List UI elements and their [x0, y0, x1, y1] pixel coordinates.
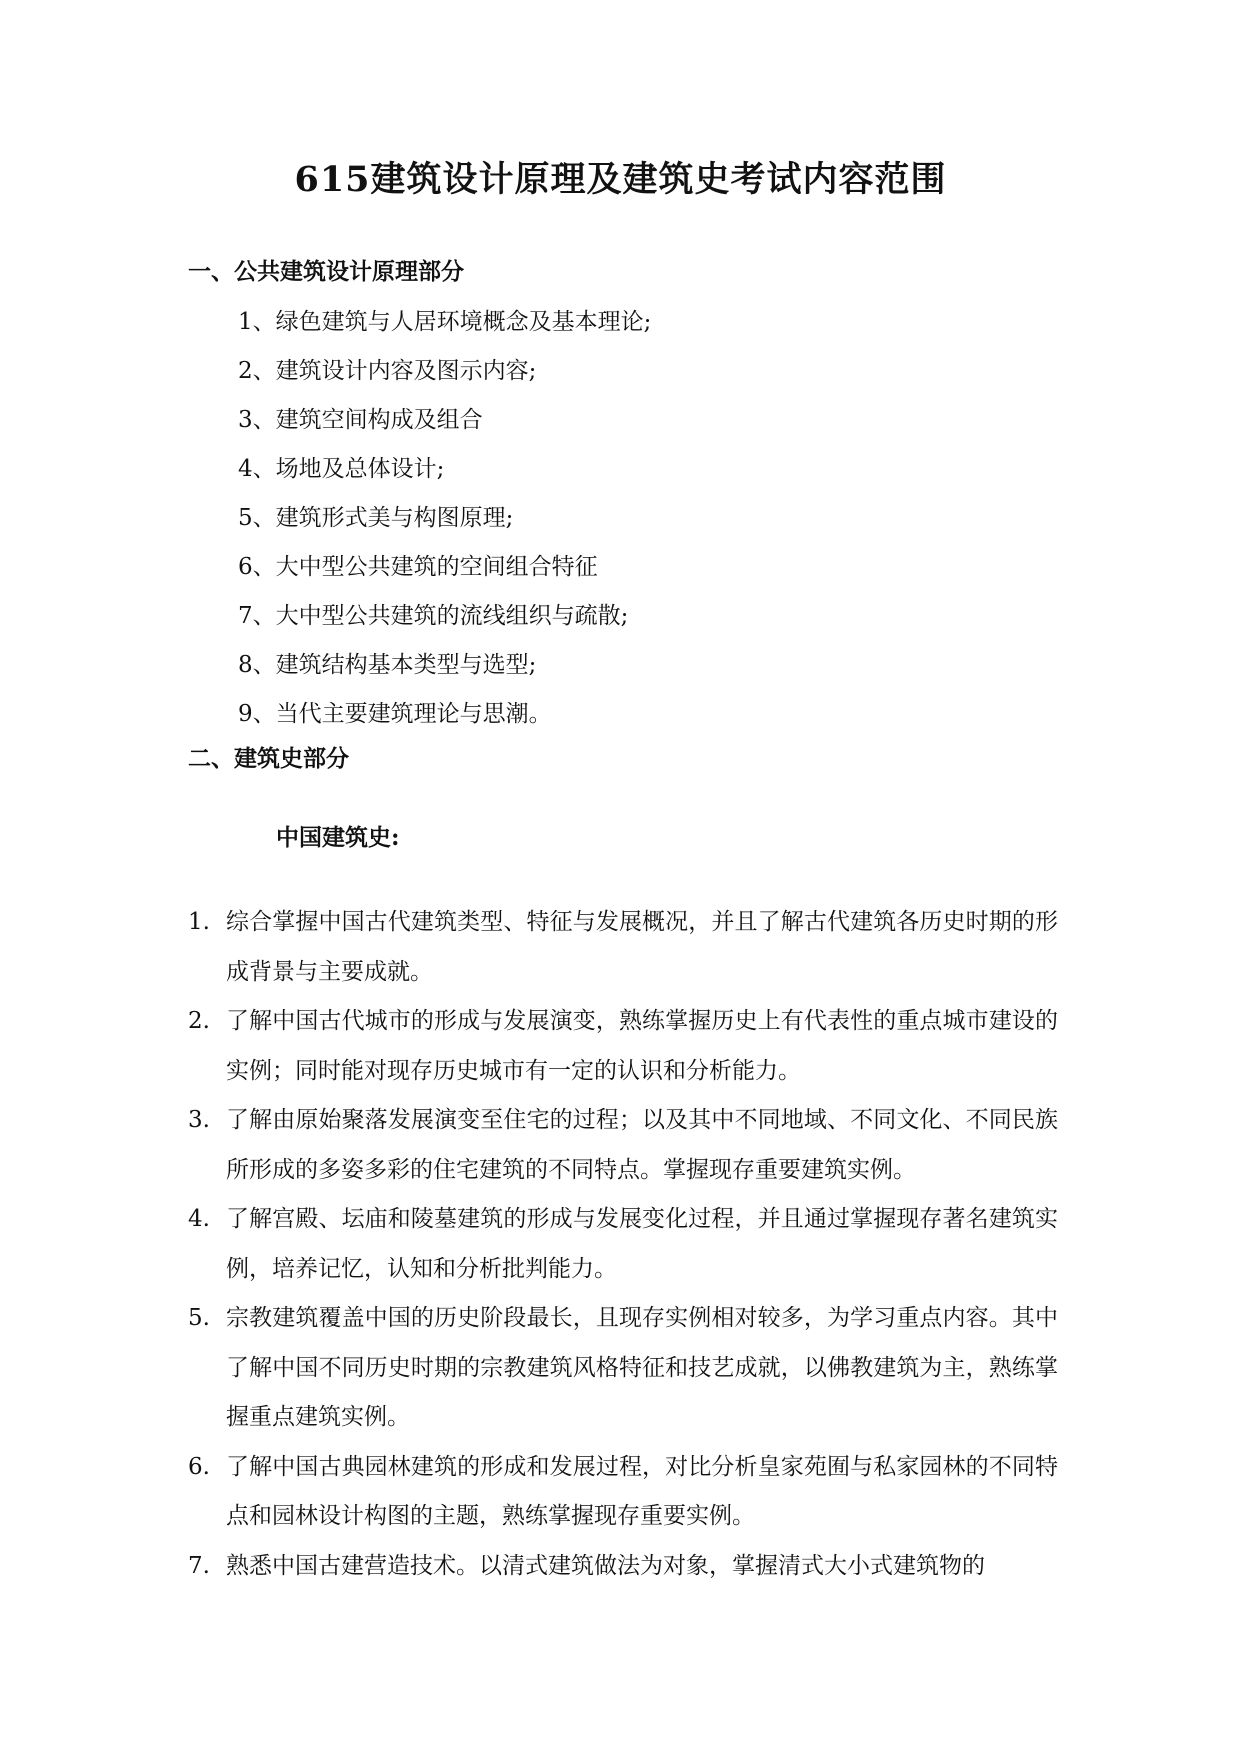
item-number: 5. — [188, 1305, 210, 1331]
item-number: 6. — [188, 1453, 210, 1480]
list-item: 8、建筑结构基本类型与选型; — [238, 652, 537, 678]
chinese-architecture-history-list — [188, 898, 1058, 1591]
item-text: 了解中国古代城市的形成与发展演变，熟练掌握历史上有代表性的重点城市建设的实例；同时能对现存历史城市有一定的认识和分析能力。 — [226, 1008, 1058, 1084]
design-principles-list — [238, 306, 651, 747]
item-number: 3. — [188, 1107, 210, 1133]
item-number: 2. — [188, 1008, 210, 1034]
list-item: 4、场地及总体设计; — [238, 456, 445, 482]
list-item — [188, 1195, 1058, 1294]
list-item: 7、大中型公共建筑的流线组织与疏散; — [238, 603, 629, 629]
list-item: 1、绿色建筑与人居环境概念及基本理论; — [238, 309, 652, 335]
item-number: 7. — [188, 1552, 210, 1579]
item-text: 宗教建筑覆盖中国的历史阶段最长，且现存实例相对较多，为学习重点内容。其中了解中国不同历史时期的宗教建筑风格特征和技艺成就，以佛教建筑为主，熟练掌握重点建筑实例。 — [226, 1305, 1058, 1430]
item-number: 1. — [188, 909, 210, 935]
section-heading-architecture-history: 二、建筑史部分 — [188, 745, 349, 772]
item-text: 了解中国古典园林建筑的形成和发展过程，对比分析皇家苑囿与私家园林的不同特点和园林设计构图的主题，熟练掌握现存重要实例。 — [226, 1453, 1058, 1529]
list-item: 2、建筑设计内容及图示内容; — [238, 358, 537, 384]
item-number: 4. — [188, 1206, 210, 1232]
list-item — [188, 1096, 1058, 1195]
item-text: 熟悉中国古建营造技术。以清式建筑做法为对象，掌握清式大小式建筑物的 — [226, 1552, 985, 1579]
list-item — [188, 1294, 1058, 1443]
section-heading-design-principles: 一、公共建筑设计原理部分 — [188, 258, 464, 285]
list-item — [188, 1542, 1058, 1592]
list-item: 9、当代主要建筑理论与思潮。 — [238, 701, 552, 727]
list-item: 6、大中型公共建筑的空间组合特征 — [238, 554, 598, 580]
list-item: 5、建筑形式美与构图原理; — [238, 505, 514, 531]
item-text: 了解由原始聚落发展演变至住宅的过程；以及其中不同地域、不同文化、不同民族所形成的多姿多彩的住宅建筑的不同特点。掌握现存重要建筑实例。 — [226, 1107, 1058, 1183]
list-item — [188, 898, 1058, 997]
list-item — [188, 1443, 1058, 1542]
list-item — [188, 997, 1058, 1096]
list-item: 3、建筑空间构成及组合 — [238, 407, 483, 433]
item-text: 了解宫殿、坛庙和陵墓建筑的形成与发展变化过程，并且通过掌握现存著名建筑实例，培养记忆，认知和分析批判能力。 — [226, 1206, 1058, 1282]
subheading-chinese-architecture-history: 中国建筑史: — [276, 824, 400, 851]
item-text: 综合掌握中国古代建筑类型、特征与发展概况，并且了解古代建筑各历史时期的形成背景与主要成就。 — [226, 909, 1058, 985]
page-title: 615建筑设计原理及建筑史考试内容范围 — [294, 159, 947, 200]
